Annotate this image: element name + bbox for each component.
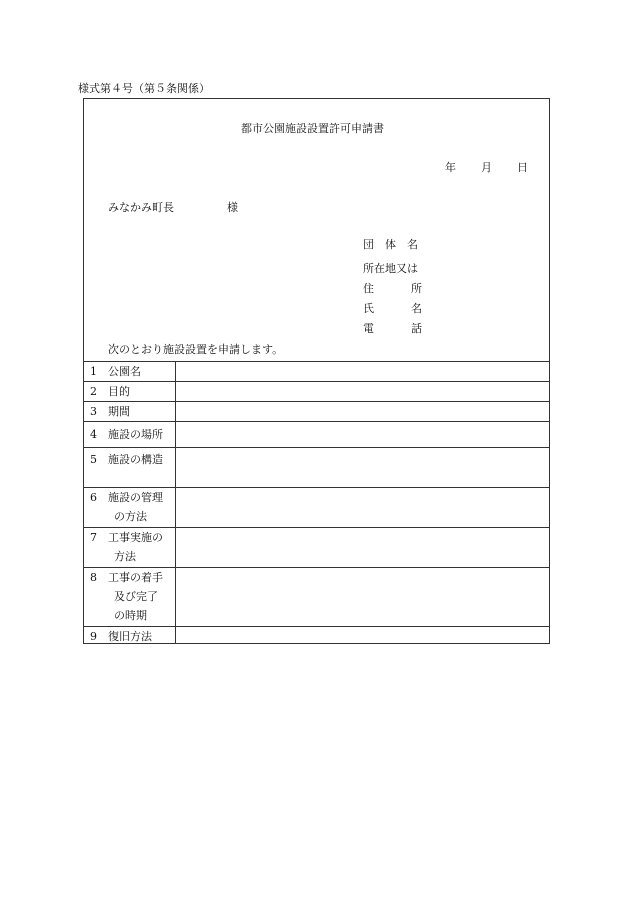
table-divider (84, 447, 549, 448)
date-day-label: 日 (517, 161, 528, 174)
row-label-restoration-method: 復旧方法 (108, 630, 152, 643)
applicant-address-label-2b: 所 (411, 282, 422, 295)
table-divider (84, 421, 549, 422)
applicant-group-label: 団 体 名 (363, 238, 418, 251)
row-number: 8 (90, 571, 97, 584)
form-title: 都市公園施設設置許可申請書 (241, 122, 384, 135)
addressee-honorific: 様 (227, 201, 238, 214)
applicant-phone-label-a: 電 (363, 322, 374, 335)
table-divider (84, 567, 549, 568)
row-number: 4 (90, 428, 97, 441)
row-label-purpose: 目的 (108, 385, 130, 398)
applicant-address-label-1: 所在地又は (363, 262, 418, 275)
row-number: 2 (90, 385, 97, 398)
addressee-name: みなかみ町長 (108, 201, 174, 214)
form-number: 様式第４号（第５条関係） (78, 82, 210, 95)
applicant-name-label-a: 氏 (363, 302, 374, 315)
row-label-construction-timing-cont: 及び完了 (114, 590, 158, 603)
row-number: 3 (90, 405, 97, 418)
row-label-construction-method-cont: 方法 (114, 550, 136, 563)
date-year-label: 年 (445, 161, 456, 174)
applicant-name-label-b: 名 (411, 302, 422, 315)
table-divider (84, 401, 549, 402)
applicant-address-label-2a: 住 (363, 282, 374, 295)
application-form (83, 98, 550, 644)
applicant-phone-label-b: 話 (411, 322, 422, 335)
date-month-label: 月 (481, 161, 492, 174)
row-label-period: 期間 (108, 405, 130, 418)
row-number: 9 (90, 630, 97, 643)
table-divider (84, 381, 549, 382)
row-number: 1 (90, 365, 97, 378)
row-label-management-method-cont: の方法 (114, 510, 147, 523)
table-divider (84, 527, 549, 528)
table-divider (84, 361, 549, 362)
row-label-facility-location: 施設の場所 (108, 428, 163, 441)
row-number: 5 (90, 453, 97, 466)
table-column-divider (175, 361, 176, 643)
table-divider (84, 626, 549, 627)
row-label-management-method: 施設の管理 (108, 491, 163, 504)
row-label-construction-timing-cont: の時期 (114, 609, 147, 622)
row-label-construction-method: 工事実施の (108, 531, 163, 544)
table-divider (84, 487, 549, 488)
row-label-park-name: 公園名 (108, 365, 141, 378)
row-number: 7 (90, 531, 97, 544)
row-label-facility-structure: 施設の構造 (108, 453, 163, 466)
row-number: 6 (90, 491, 97, 504)
row-label-construction-timing: 工事の着手 (108, 571, 163, 584)
application-intro: 次のとおり施設設置を申請します。 (108, 343, 284, 356)
